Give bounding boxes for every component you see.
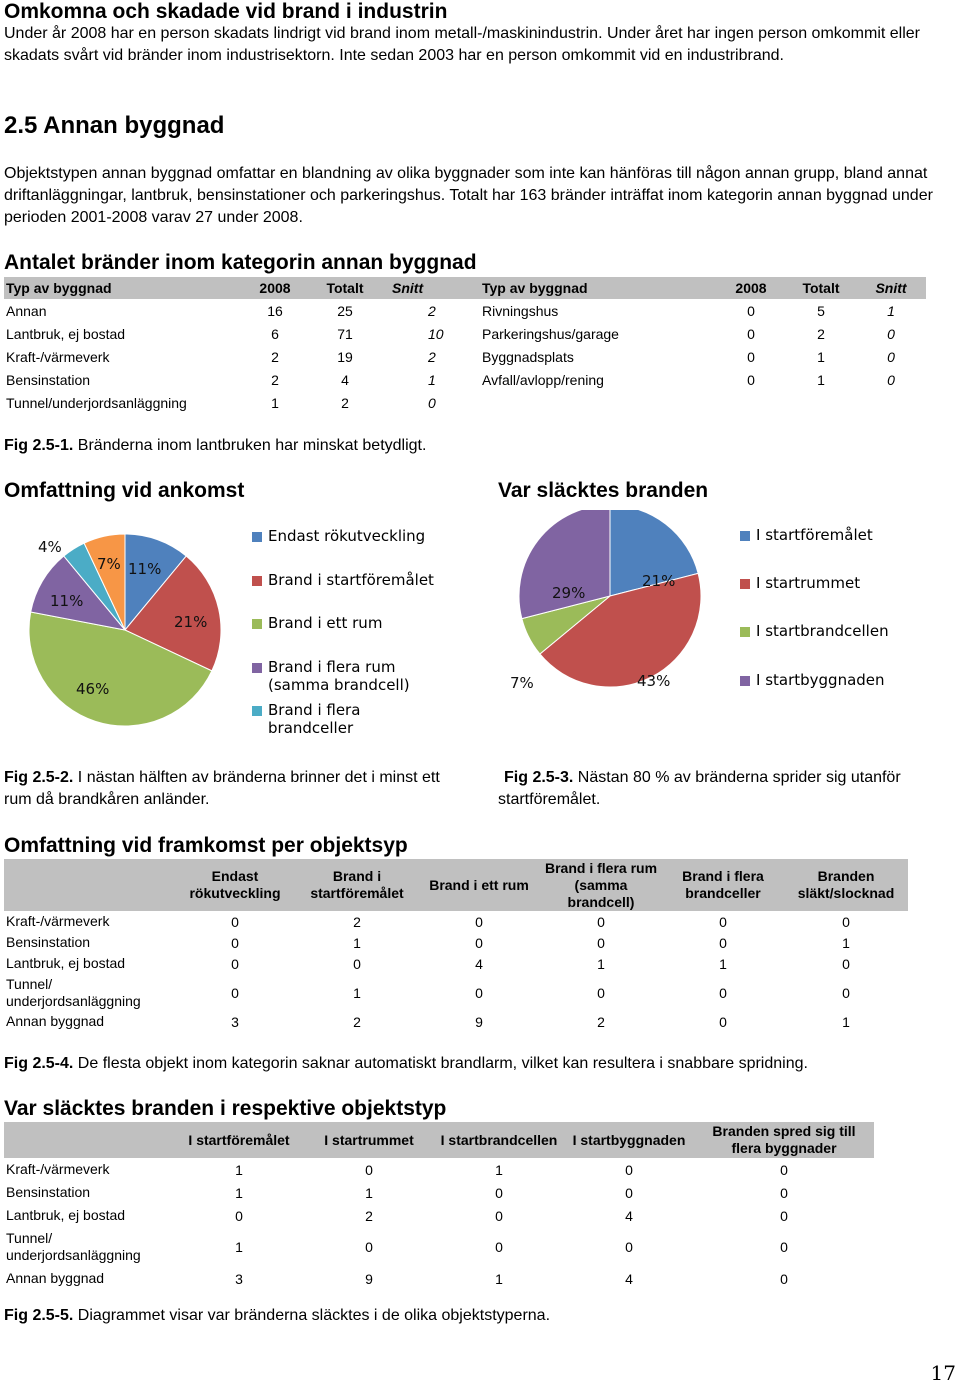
legend-swatch <box>740 579 750 589</box>
value-cell: 10 <box>428 325 444 342</box>
object-type-cell: Kraft-/värmeverk <box>6 913 110 929</box>
legend-swatch <box>252 663 262 673</box>
building-type-cell: Bensinstation <box>6 371 91 388</box>
slice-percent-label: 11% <box>50 592 84 610</box>
slice-percent-label: 7% <box>97 555 121 573</box>
col-header: Typ av byggnad <box>480 277 716 299</box>
object-type-cell: Tunnel/ underjordsanläggning <box>6 1230 141 1263</box>
value-cell: 4 <box>475 955 483 972</box>
building-type-cell: Kraft-/värmeverk <box>6 348 110 365</box>
value-cell: 1 <box>597 955 605 972</box>
legend-label-line: (samma brandcell) <box>268 676 410 694</box>
value-cell: 0 <box>747 348 755 365</box>
value-cell: 1 <box>365 1184 373 1201</box>
value-cell: 2 <box>597 1013 605 1030</box>
legend-item <box>740 526 873 544</box>
chart1-legend <box>252 525 472 750</box>
legend-label-line: Brand i flera rum <box>268 658 396 676</box>
chart1-title: Omfattning vid ankomst <box>4 479 245 502</box>
object-type-cell: Lantbruk, ej bostad <box>6 1207 126 1223</box>
table-row <box>4 932 908 953</box>
value-cell: 0 <box>597 984 605 1001</box>
col-header: Totalt <box>786 277 856 299</box>
object-type-cell: Annan byggnad <box>6 1270 105 1286</box>
legend-label-line: Endast rökutveckling <box>268 527 426 545</box>
col-header: Typ av byggnad <box>4 277 240 299</box>
value-cell: 0 <box>365 1239 373 1255</box>
value-cell: 0 <box>747 325 755 342</box>
legend-swatch <box>252 619 262 629</box>
legend-item <box>740 622 889 640</box>
pie-chart-extinguished <box>490 510 750 700</box>
building-fires-table <box>4 277 926 414</box>
table2-heading: Omfattning vid framkomst per objektsyp <box>4 834 408 857</box>
building-type-cell: Parkeringshus/garage <box>482 325 619 342</box>
col-header: I startrummet <box>304 1122 434 1158</box>
value-cell: 9 <box>365 1270 373 1287</box>
col-header: 2008 <box>716 277 786 299</box>
value-cell: 1 <box>271 394 279 411</box>
value-cell: 0 <box>625 1184 633 1201</box>
table-row <box>4 1158 874 1181</box>
page-number: 17 <box>930 1361 956 1385</box>
table-row <box>4 1011 908 1032</box>
arrival-extent-table <box>4 859 908 1032</box>
fig-caption-1: Fig 2.5-1. Bränderna inom lantbruken har minskat betydligt. <box>4 437 427 454</box>
value-cell: 2 <box>428 348 436 365</box>
object-type-cell: Tunnel/ underjordsanläggning <box>6 975 141 1009</box>
table-row <box>4 322 926 345</box>
slice-percent-label: 7% <box>510 674 534 692</box>
legend-swatch <box>740 676 750 686</box>
legend-item <box>252 658 410 694</box>
value-cell: 0 <box>780 1207 788 1224</box>
legend-label-line: Brand i flera <box>268 701 361 719</box>
value-cell: 16 <box>267 302 283 319</box>
value-cell: 0 <box>475 934 483 951</box>
value-cell: 0 <box>235 1207 243 1224</box>
value-cell: 0 <box>842 955 850 972</box>
value-cell: 1 <box>235 1161 243 1178</box>
value-cell: 0 <box>475 984 483 1001</box>
value-cell: 2 <box>271 371 279 388</box>
value-cell: 0 <box>719 913 727 930</box>
value-cell: 0 <box>495 1239 503 1255</box>
slice-percent-label: 21% <box>174 613 208 631</box>
value-cell: 9 <box>475 1013 483 1030</box>
legend-item <box>252 701 360 737</box>
value-cell: 0 <box>353 955 361 972</box>
value-cell <box>716 391 786 414</box>
slice-percent-label: 4% <box>38 538 62 556</box>
table-row <box>4 953 908 974</box>
extinguished-location-table <box>4 1122 874 1290</box>
table-row <box>4 1227 874 1267</box>
value-cell: 0 <box>747 302 755 319</box>
value-cell: 0 <box>231 934 239 951</box>
legend-item <box>740 671 885 689</box>
slice-percent-label: 43% <box>637 672 671 690</box>
value-cell: 0 <box>597 913 605 930</box>
value-cell: 1 <box>817 371 825 388</box>
legend-label-lines <box>268 658 410 694</box>
table1-heading: Antalet bränder inom kategorin annan byggnad <box>4 251 477 274</box>
table-row <box>4 368 926 391</box>
legend-label-line: Brand i ett rum <box>268 614 383 632</box>
value-cell: 1 <box>842 1013 850 1030</box>
table-row <box>4 1267 874 1290</box>
value-cell: 0 <box>780 1161 788 1178</box>
value-cell: 2 <box>353 913 361 930</box>
value-cell: 19 <box>337 348 353 365</box>
slice-percent-label: 46% <box>76 680 110 698</box>
value-cell: 0 <box>747 371 755 388</box>
value-cell: 0 <box>495 1207 503 1224</box>
value-cell: 0 <box>719 1013 727 1030</box>
col-header: I startbyggnaden <box>564 1122 694 1158</box>
value-cell: 1 <box>719 955 727 972</box>
value-cell: 0 <box>597 934 605 951</box>
slice-percent-label: 21% <box>642 572 676 590</box>
legend-swatch <box>740 627 750 637</box>
slice-percent-label: 11% <box>128 560 162 578</box>
value-cell: 71 <box>337 325 353 342</box>
slice-percent-label: 29% <box>552 584 586 602</box>
col-header: Brand i flera brandceller <box>662 859 784 911</box>
building-type-cell: Tunnel/underjordsanläggning <box>6 394 187 411</box>
table-row <box>4 345 926 368</box>
col-header: Branden släkt/slocknad <box>784 859 908 911</box>
value-cell: 0 <box>842 913 850 930</box>
legend-swatch <box>740 531 750 541</box>
value-cell: 2 <box>428 302 436 319</box>
col-header: Endast rökutveckling <box>174 859 296 911</box>
building-type-cell: Avfall/avlopp/rening <box>482 371 604 388</box>
legend-label: I startrummet <box>756 574 861 592</box>
col-header: I startföremålet <box>174 1122 304 1158</box>
col-header <box>4 859 174 911</box>
chart2-title: Var släcktes branden <box>498 479 709 502</box>
legend-item <box>252 571 434 589</box>
col-header: Brand i flera rum (samma brandcell) <box>540 859 662 911</box>
legend-label: I startföremålet <box>756 526 873 544</box>
section-heading: 2.5 Annan byggnad <box>4 112 225 139</box>
building-type-cell <box>480 391 716 414</box>
table-row <box>4 299 926 322</box>
legend-label-lines <box>268 571 434 589</box>
value-cell: 2 <box>817 325 825 342</box>
value-cell: 4 <box>625 1207 633 1224</box>
building-type-cell: Byggnadsplats <box>482 348 574 365</box>
legend-swatch <box>252 532 262 542</box>
value-cell: 1 <box>235 1239 243 1255</box>
value-cell: 2 <box>365 1207 373 1224</box>
table3-heading: Var släcktes branden i respektive objektstyp <box>4 1097 447 1120</box>
value-cell: 0 <box>231 955 239 972</box>
value-cell: 0 <box>887 348 895 365</box>
object-type-cell: Lantbruk, ej bostad <box>6 955 126 971</box>
building-type-cell: Rivningshus <box>482 302 559 319</box>
value-cell: 1 <box>887 302 895 319</box>
value-cell: 4 <box>341 371 349 388</box>
table-row <box>4 1204 874 1227</box>
legend-label-line: brandceller <box>268 719 354 737</box>
legend-label-lines <box>268 614 382 632</box>
value-cell: 1 <box>235 1184 243 1201</box>
object-type-cell: Bensinstation <box>6 934 91 950</box>
building-type-cell: Lantbruk, ej bostad <box>6 325 126 342</box>
value-cell: 6 <box>271 325 279 342</box>
fig-caption-2: Fig 2.5-2. I nästan hälften av bränderna brinner det i minst ett rum då brandkåren anländer. <box>4 769 440 808</box>
section-paragraph: Objektstypen annan byggnad omfattar en blandning av olika byggnader som inte kan hänföras till någon annan grupp, bland annat driftanläggningar, lantbruk, bensinstationer och parkeringshus. Totalt har 163 bränder inträffat inom kategorin annan byggnad under perioden 2001-2008 varav 27 under 2008. <box>4 165 933 226</box>
table-header-row <box>4 1122 874 1158</box>
value-cell: 5 <box>817 302 825 319</box>
value-cell: 4 <box>625 1270 633 1287</box>
table-row <box>4 911 908 932</box>
value-cell: 0 <box>887 371 895 388</box>
building-type-cell: Annan <box>6 302 47 319</box>
col-header: Brand i ett rum <box>418 859 540 911</box>
legend-label-lines <box>268 527 425 545</box>
value-cell: 0 <box>231 913 239 930</box>
value-cell: 0 <box>780 1239 788 1255</box>
value-cell: 1 <box>353 934 361 951</box>
value-cell: 1 <box>817 348 825 365</box>
value-cell: 0 <box>887 325 895 342</box>
legend-swatch <box>252 576 262 586</box>
legend-item <box>740 574 860 592</box>
table-header-row <box>4 859 908 911</box>
value-cell: 0 <box>495 1184 503 1201</box>
object-type-cell: Annan byggnad <box>6 1013 105 1029</box>
col-header: 2008 <box>240 277 310 299</box>
value-cell: 2 <box>271 348 279 365</box>
fig-caption-3: Fig 2.5-3. Nästan 80 % av bränderna sprider sig utanför startföremålet. <box>498 769 901 808</box>
value-cell: 1 <box>842 934 850 951</box>
value-cell: 25 <box>337 302 353 319</box>
legend-label-lines <box>268 701 360 737</box>
col-header: Totalt <box>310 277 380 299</box>
value-cell: 1 <box>495 1270 503 1287</box>
value-cell: 0 <box>231 984 239 1001</box>
object-type-cell: Bensinstation <box>6 1184 91 1200</box>
col-header <box>4 1122 174 1158</box>
legend-label-line: Brand i startföremålet <box>268 571 434 589</box>
fig-caption-5: Fig 2.5-5. Diagrammet visar var bränderna släcktes i de olika objektstyperna. <box>4 1307 551 1324</box>
value-cell: 0 <box>719 934 727 951</box>
legend-swatch <box>252 706 262 716</box>
value-cell: 3 <box>235 1270 243 1287</box>
value-cell: 3 <box>231 1013 239 1030</box>
value-cell: 2 <box>353 1013 361 1030</box>
table-row <box>4 974 908 1011</box>
legend-label: I startbyggnaden <box>756 671 885 689</box>
col-header: I startbrandcellen <box>434 1122 564 1158</box>
fig-caption-4: Fig 2.5-4. De flesta objekt inom kategorin saknar automatiskt brandlarm, vilket kan resultera i snabbare spridning. <box>4 1055 808 1072</box>
value-cell: 2 <box>341 394 349 411</box>
col-header: Snitt <box>380 277 480 299</box>
object-type-cell: Kraft-/värmeverk <box>6 1161 110 1177</box>
value-cell: 0 <box>780 1270 788 1287</box>
intro-heading: Omkomna och skadade vid brand i industrin <box>4 0 448 23</box>
value-cell <box>856 391 926 414</box>
col-header: Branden spred sig till flera byggnader <box>694 1122 874 1158</box>
legend-label: I startbrandcellen <box>756 622 889 640</box>
intro-paragraph: Under år 2008 har en person skadats lindrigt vid brand inom metall-/maskinindustrin. Under året har ingen person omkommit eller skadats svårt vid bränder inom industrisektorn. Inte sedan 2003 har en person omkommit vid en industribrand. <box>4 25 920 64</box>
value-cell: 1 <box>428 371 436 388</box>
value-cell: 1 <box>495 1161 503 1178</box>
table-header-row <box>4 277 926 299</box>
table-row <box>4 391 926 414</box>
value-cell: 0 <box>475 913 483 930</box>
value-cell: 1 <box>353 984 361 1001</box>
value-cell: 0 <box>428 394 436 411</box>
col-header: Snitt <box>856 277 926 299</box>
value-cell: 0 <box>625 1239 633 1255</box>
value-cell: 0 <box>842 984 850 1001</box>
value-cell: 0 <box>780 1184 788 1201</box>
value-cell: 0 <box>625 1161 633 1178</box>
col-header: Brand i startföremålet <box>296 859 418 911</box>
chart2-legend <box>740 525 950 700</box>
value-cell <box>786 391 856 414</box>
table-row <box>4 1181 874 1204</box>
legend-item <box>252 527 425 545</box>
legend-item <box>252 614 382 632</box>
value-cell: 0 <box>365 1161 373 1178</box>
value-cell: 0 <box>719 984 727 1001</box>
